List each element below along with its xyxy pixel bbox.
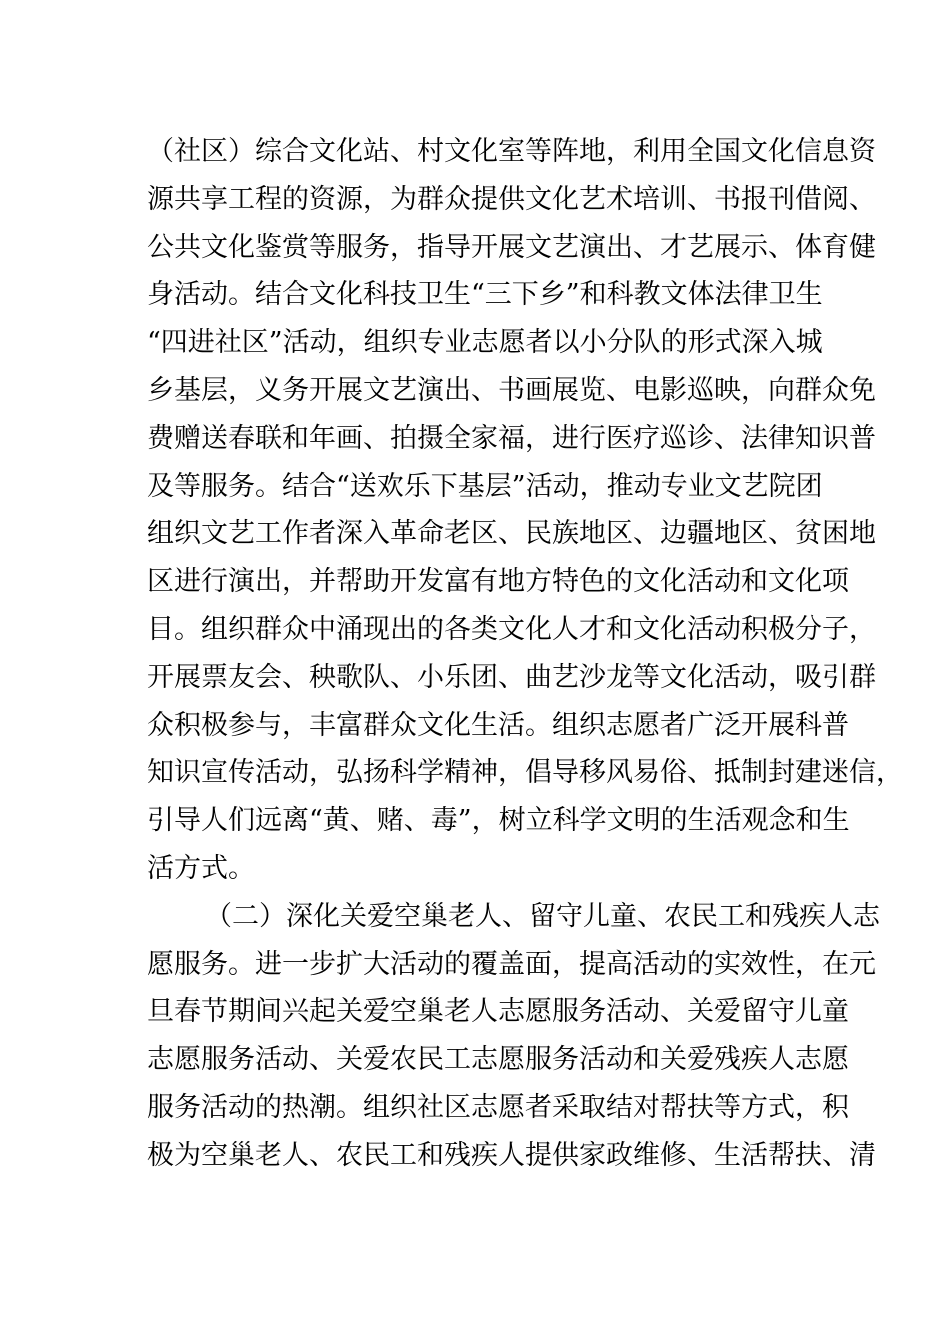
text-line: 身活动。结合文化科技卫生“三下乡”和科教文体法律卫生 [147,279,823,311]
text-line: 费赠送春联和年画、拍摄全家福，进行医疗巡诊、法律知识普 [147,422,876,454]
text-line: 引导人们远离“黄、赌、毒”，树立科学文明的生活观念和生 [147,805,850,837]
text-line: 知识宣传活动，弘扬科学精神，倡导移风易俗、抵制封建迷信， [147,757,903,789]
text-line: 区进行演出，并帮助开发富有地方特色的文化活动和文化项 [147,566,849,598]
text-line: 服务活动的热潮。组织社区志愿者采取结对帮扶等方式，积 [147,1092,849,1123]
text-line: 及等服务。结合“送欢乐下基层”活动，推动专业文艺院团 [147,470,823,502]
text-line: 愿服务。进一步扩大活动的覆盖面，提高活动的实效性，在元 [147,948,876,980]
text-line: 志愿服务活动、关爱农民工志愿服务活动和关爱残疾人志愿 [147,1044,849,1076]
text-line: 极为空巢老人、农民工和残疾人提供家政维修、生活帮扶、清 [147,1139,876,1171]
text-line: “四进社区”活动，组织专业志愿者以小分队的形式深入城 [147,327,823,359]
text-line: 活方式。 [147,853,255,884]
text-line: 众积极参与，丰富群众文化生活。组织志愿者广泛开展科普 [147,709,849,741]
text-line: 公共文化鉴赏等服务，指导开展文艺演出、才艺展示、体育健 [147,231,876,263]
text-line: 旦春节期间兴起关爱空巢老人志愿服务活动、关爱留守儿童 [147,996,849,1028]
text-line: 开展票友会、秧歌队、小乐团、曲艺沙龙等文化活动，吸引群 [147,661,876,693]
text-line: （二）深化关爱空巢老人、留守儿童、农民工和残疾人志 [205,900,880,932]
text-line: 组织文艺工作者深入革命老区、民族地区、边疆地区、贫困地 [147,518,876,550]
text-line: （社区）综合文化站、村文化室等阵地，利用全国文化信息资 [147,136,876,167]
text-line: 源共享工程的资源，为群众提供文化艺术培训、书报刊借阅、 [147,183,876,215]
text-line: 乡基层，义务开展文艺演出、书画展览、电影巡映，向群众免 [147,375,876,406]
text-line: 目。组织群众中涌现出的各类文化人才和文化活动积极分子， [147,614,876,645]
